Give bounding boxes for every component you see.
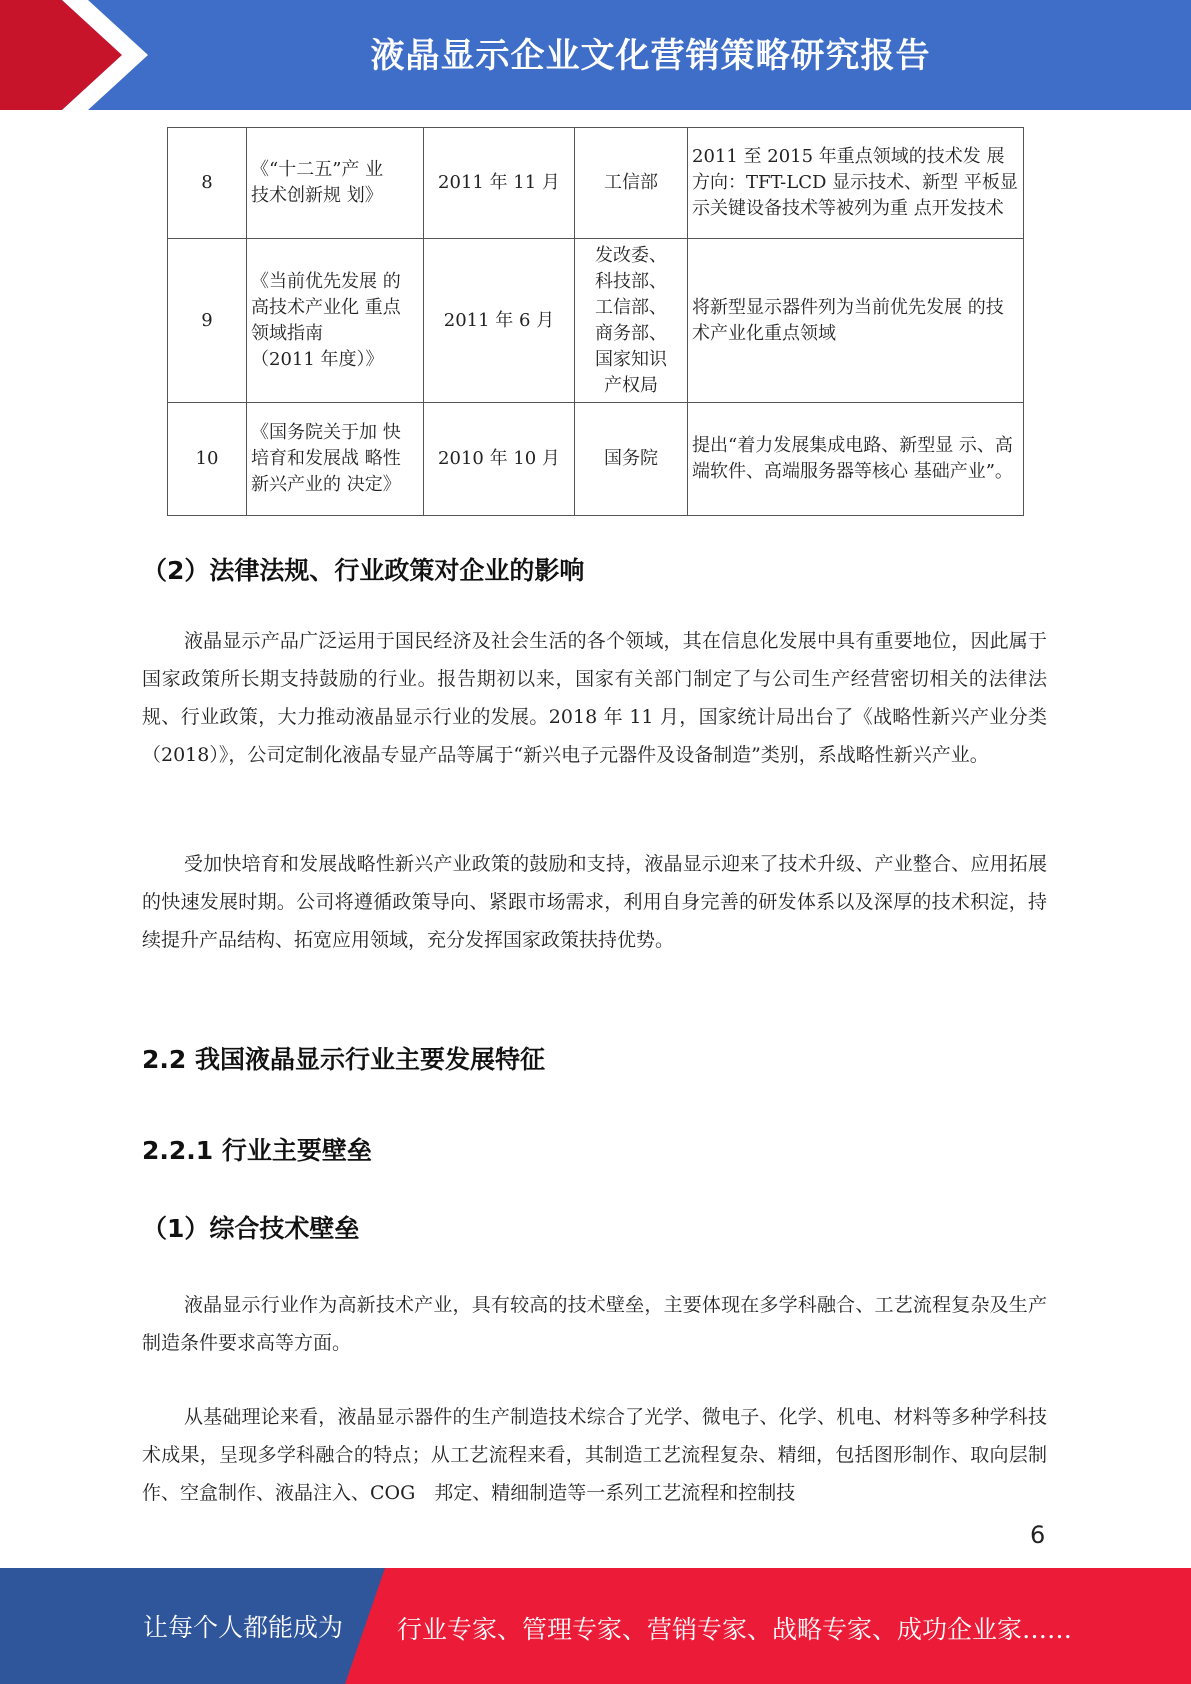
paragraph: 从基础理论来看，液晶显示器件的生产制造技术综合了光学、微电子、化学、机电、材料等多种学科技术成果，呈现多学科融合的特点；从工艺流程来看，其制造工艺流程复杂、精细，包括图形制作、取向层制作、空盒制作、液晶注入、COG 邦定、精细制造等一系列工艺流程和控制技 [142,1406,1047,1504]
page-number: 6 [1030,1521,1046,1549]
row-number: 9 [168,239,247,403]
policy-name: 《当前优先发展 的 高技术产业化 重点 领域指南 （2011 年度）》 [247,239,424,403]
policy-table [167,127,1024,516]
header-title: 液晶显示企业文化营销策略研究报告 [370,36,931,76]
policy-description: 将新型显示器件列为当前优先发展 的技术产业化重点领域 [688,239,1024,403]
section-heading-law-policy: （2）法律法规、行业政策对企业的影响 [142,556,585,585]
section-heading-tech-barrier: （1）综合技术壁垒 [142,1214,360,1243]
issue-date: 2011 年 6 月 [424,239,575,403]
table-row [168,128,1024,239]
paragraph: 液晶显示产品广泛运用于国民经济及社会生活的各个领域，其在信息化发展中具有重要地位，因此属于国家政策所长期支持鼓励的行业。报告期初以来，国家有关部门制定了与公司生产经营密切相关的法律法规、行业政策，大力推动液晶显示行业的发展。2018 年 11 月，国家统计局出台了《战略性新兴产业分类（2018）》，公司定制化液晶专显产品等属于“新兴电子元器件及设备制造”类别，系战略性新兴产业。 [142,630,1047,766]
paragraph: 液晶显示行业作为高新技术产业，具有较高的技术壁垒，主要体现在多学科融合、工艺流程复杂及生产制造条件要求高等方面。 [142,1294,1047,1354]
row-number: 8 [168,128,247,239]
policy-description: 2011 至 2015 年重点领域的技术发 展方向：TFT-LCD 显示技术、新型 平板显示关键设备技术等被列为重 点开发技术 [688,128,1024,239]
policy-description: 提出“着力发展集成电路、新型显 示、高端软件、高端服务器等核心 基础产业”。 [688,403,1024,516]
footer-slogan-left: 让每个人都能成为 [143,1613,344,1642]
paragraph: 受加快培育和发展战略性新兴产业政策的鼓励和支持，液晶显示迎来了技术升级、产业整合、应用拓展的快速发展时期。公司将遵循政策导向、紧跟市场需求，利用自身完善的研发体系以及深厚的技术积淀，持续提升产品结构、拓宽应用领域，充分发挥国家政策扶持优势。 [142,853,1047,951]
issuing-department: 工信部 [575,128,688,239]
row-number: 10 [168,403,247,516]
table-row [168,239,1024,403]
section-heading-2-2-1: 2.2.1 行业主要壁垒 [142,1136,372,1165]
issuing-department: 国务院 [575,403,688,516]
policy-name: 《“十二五”产 业 技术创新规 划》 [247,128,424,239]
issuing-department: 发改委、 科技部、 工信部、 商务部、 国家知识 产权局 [575,239,688,403]
policy-name: 《国务院关于加 快 培育和发展战 略性 新兴产业的 决定》 [247,403,424,516]
table-row [168,403,1024,516]
section-heading-2-2: 2.2 我国液晶显示行业主要发展特征 [142,1045,545,1074]
page-header [0,0,1191,110]
page-footer [0,1568,1191,1684]
issue-date: 2010 年 10 月 [424,403,575,516]
issue-date: 2011 年 11 月 [424,128,575,239]
footer-slogan-right: 行业专家、管理专家、营销专家、战略专家、成功企业家…… [397,1615,1073,1644]
